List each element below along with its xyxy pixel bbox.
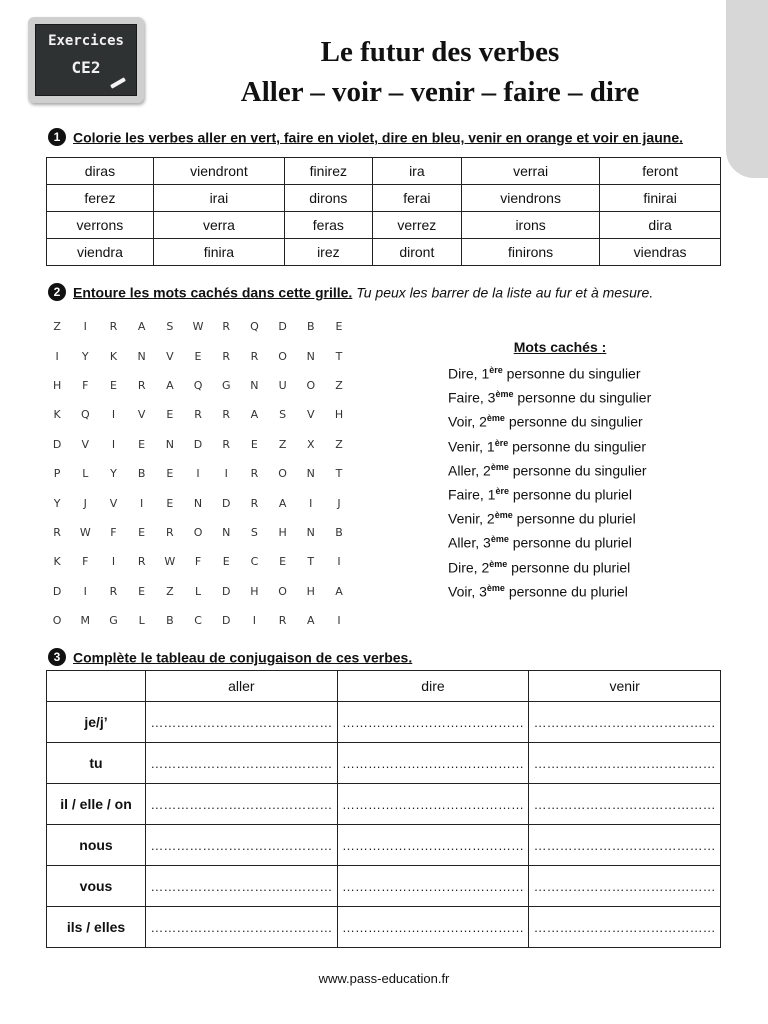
verb-cell[interactable]: irez — [285, 239, 373, 266]
word-search-grid — [43, 312, 383, 635]
grid-letter[interactable]: O — [193, 525, 203, 539]
grid-letter[interactable]: C — [194, 614, 202, 628]
grid-letter[interactable]: F — [82, 555, 89, 569]
grid-letter[interactable]: D — [221, 584, 231, 598]
hidden-word-person: personne du singulier — [502, 365, 641, 382]
grid-letter[interactable]: L — [138, 614, 145, 628]
hidden-word-verb: Faire, 1 — [448, 486, 496, 503]
hidden-word-ordinal: ème — [495, 389, 514, 400]
conjugation-column-header: dire — [337, 671, 529, 702]
grid-letter[interactable]: E — [166, 408, 174, 422]
grid-letter[interactable]: V — [137, 408, 146, 422]
hidden-word-item — [448, 510, 651, 534]
grid-letter[interactable]: O — [278, 584, 287, 598]
hidden-word-verb: Venir, 2 — [448, 510, 495, 527]
verb-cell[interactable]: finirons — [462, 239, 600, 266]
grid-letter[interactable]: O — [278, 349, 287, 363]
conjugation-row — [47, 907, 721, 948]
grid-letter[interactable]: P — [53, 467, 61, 481]
answer-blank[interactable] — [529, 702, 721, 743]
hidden-word-verb: Venir, 1 — [448, 438, 495, 455]
grid-letter[interactable]: R — [109, 320, 118, 334]
grid-spacer — [353, 577, 381, 606]
grid-letter[interactable]: N — [306, 525, 315, 539]
grid-letter[interactable]: B — [166, 614, 174, 628]
answer-dots: …………………………………… — [341, 838, 524, 853]
grid-letter[interactable]: Z — [53, 320, 61, 334]
grid-letter[interactable]: A — [250, 408, 259, 422]
grid-letter[interactable]: U — [278, 378, 287, 392]
hidden-word-item — [448, 413, 651, 437]
footer-url: www.pass-education.fr — [318, 971, 450, 986]
hidden-word-ordinal: ème — [490, 461, 509, 472]
grid-letter[interactable]: R — [222, 349, 231, 363]
grid-letter[interactable]: Y — [110, 467, 117, 481]
grid-letter[interactable]: K — [53, 555, 61, 569]
grid-letter[interactable]: Q — [193, 378, 203, 392]
grid-letter[interactable]: E — [166, 496, 174, 510]
hidden-word-verb: Voir, 2 — [448, 414, 487, 431]
conjugation-row — [47, 784, 721, 825]
grid-letter[interactable]: E — [250, 437, 258, 451]
exercise2-instruction — [48, 283, 653, 301]
conjugation-row — [47, 866, 721, 907]
grid-letter[interactable]: D — [193, 437, 203, 451]
grid-letter[interactable]: V — [81, 437, 90, 451]
grid-letter[interactable]: S — [166, 320, 174, 334]
grid-letter[interactable]: D — [221, 496, 231, 510]
hidden-word-ordinal: ème — [494, 510, 513, 521]
grid-letter[interactable]: Z — [278, 437, 287, 451]
verb-cell[interactable]: verra — [153, 212, 284, 239]
answer-dots: …………………………………… — [533, 715, 716, 730]
grid-letter[interactable]: I — [337, 555, 341, 569]
grid-letter[interactable]: R — [278, 614, 287, 628]
hidden-word-person: personne du pluriel — [508, 486, 632, 503]
hidden-word-item — [448, 559, 651, 583]
conjugation-column-header: venir — [529, 671, 721, 702]
grid-letter[interactable]: V — [166, 349, 174, 363]
answer-dots: …………………………………… — [533, 838, 716, 853]
grid-letter[interactable]: E — [109, 378, 117, 392]
grid-letter[interactable]: L — [82, 467, 89, 481]
grid-letter[interactable]: E — [279, 555, 287, 569]
answer-blank[interactable] — [529, 866, 721, 907]
hidden-word-verb: Aller, 2 — [448, 462, 491, 479]
grid-letter[interactable]: I — [83, 320, 87, 334]
grid-letter[interactable]: N — [306, 349, 315, 363]
grid-letter[interactable]: N — [193, 496, 203, 510]
grid-letter[interactable]: Z — [166, 584, 174, 598]
grid-letter[interactable]: F — [194, 555, 202, 569]
grid-letter[interactable]: E — [194, 349, 202, 363]
verb-table — [46, 157, 721, 266]
grid-letter[interactable]: N — [306, 467, 315, 481]
verb-cell[interactable]: irons — [462, 212, 600, 239]
hidden-word-ordinal: ème — [486, 413, 505, 424]
answer-blank[interactable] — [337, 743, 529, 784]
grid-letter[interactable]: I — [337, 614, 341, 628]
verb-cell[interactable]: diront — [372, 239, 461, 266]
chalkboard — [35, 24, 137, 96]
verb-cell[interactable]: viendra — [47, 239, 154, 266]
verb-cell[interactable]: ferez — [47, 185, 154, 212]
grid-spacer — [353, 341, 381, 370]
grid-letter[interactable]: R — [166, 525, 174, 539]
conjugation-row — [47, 825, 721, 866]
grid-letter[interactable]: C — [250, 555, 259, 569]
grid-letter[interactable]: Y — [53, 496, 61, 510]
grid-letter[interactable]: F — [110, 525, 117, 539]
hidden-word-person: personne du singulier — [504, 414, 643, 431]
answer-blank[interactable] — [146, 702, 338, 743]
grid-letter[interactable]: W — [79, 525, 91, 539]
pronoun-cell: il / elle / on — [47, 784, 146, 825]
verb-cell[interactable]: verrez — [372, 212, 461, 239]
hidden-word-item — [448, 365, 651, 389]
grid-letter[interactable]: R — [222, 320, 231, 334]
grid-letter[interactable]: D — [52, 437, 62, 451]
answer-blank[interactable] — [529, 743, 721, 784]
grid-letter[interactable]: I — [252, 614, 257, 628]
grid-letter[interactable]: E — [138, 437, 146, 451]
chalk-icon — [110, 77, 126, 88]
hidden-word-item — [448, 486, 651, 510]
grid-letter[interactable]: R — [250, 349, 259, 363]
hidden-word-ordinal: ème — [489, 558, 508, 569]
grid-spacer — [353, 547, 381, 576]
grid-letter[interactable]: G — [221, 378, 231, 392]
hidden-word-person: personne du pluriel — [508, 534, 632, 551]
conjugation-header-row — [47, 671, 721, 702]
grid-letter[interactable]: E — [138, 525, 146, 539]
grid-letter[interactable]: I — [111, 408, 116, 422]
hidden-word-verb: Dire, 2 — [448, 559, 490, 576]
grid-letter[interactable]: Q — [250, 320, 259, 334]
grid-letter[interactable]: R — [53, 525, 61, 539]
grid-letter[interactable]: D — [221, 614, 231, 628]
verb-row — [47, 239, 721, 266]
grid-letter[interactable]: R — [194, 408, 202, 422]
grid-letter[interactable]: R — [250, 496, 259, 510]
grid-letter[interactable]: S — [250, 525, 258, 539]
page-corner-tab — [726, 0, 768, 178]
verb-cell[interactable]: finirai — [600, 185, 721, 212]
verb-cell[interactable]: dira — [600, 212, 721, 239]
hidden-word-item — [448, 583, 651, 607]
grid-letter[interactable]: D — [278, 320, 287, 334]
exercise3-instruction — [48, 648, 412, 666]
answer-dots: …………………………………… — [150, 879, 333, 894]
answer-blank[interactable] — [529, 784, 721, 825]
grid-letter[interactable]: I — [140, 496, 144, 510]
answer-blank[interactable] — [337, 907, 529, 948]
conjugation-row — [47, 743, 721, 784]
answer-blank[interactable] — [529, 825, 721, 866]
answer-dots: …………………………………… — [533, 920, 716, 935]
grid-spacer — [353, 518, 381, 547]
grid-letter[interactable]: X — [307, 437, 315, 451]
hidden-word-ordinal: ème — [486, 582, 505, 593]
grid-letter[interactable]: O — [278, 467, 287, 481]
verb-cell[interactable]: verrons — [47, 212, 154, 239]
grid-spacer — [353, 488, 381, 517]
hidden-words-list — [448, 365, 651, 607]
verb-cell[interactable]: viendront — [153, 158, 284, 185]
answer-dots: …………………………………… — [150, 920, 333, 935]
hidden-word-person: personne du pluriel — [507, 559, 631, 576]
grid-letter[interactable]: N — [137, 349, 146, 363]
verb-cell[interactable]: ferai — [372, 185, 461, 212]
verb-cell[interactable]: viendrons — [462, 185, 600, 212]
hidden-word-verb: Faire, 3 — [448, 389, 496, 406]
conjugation-corner-cell — [47, 671, 146, 702]
answer-blank[interactable] — [337, 866, 529, 907]
answer-dots: …………………………………… — [533, 797, 716, 812]
grid-spacer — [353, 459, 381, 488]
grid-letter[interactable]: I — [111, 437, 116, 451]
hidden-word-item — [448, 438, 651, 462]
grid-letter[interactable]: W — [164, 555, 176, 569]
grid-letter[interactable]: V — [109, 496, 118, 510]
pronoun-cell: ils / elles — [47, 907, 146, 948]
answer-blank[interactable] — [146, 866, 338, 907]
grid-letter[interactable]: I — [55, 349, 59, 363]
grid-letter[interactable]: Z — [335, 437, 343, 451]
hidden-word-verb: Aller, 3 — [448, 534, 491, 551]
hidden-word-person: personne du pluriel — [512, 510, 636, 527]
answer-dots: …………………………………… — [533, 756, 716, 771]
answer-dots: …………………………………… — [341, 756, 524, 771]
grid-letter[interactable]: I — [111, 555, 116, 569]
grid-letter[interactable]: R — [137, 555, 146, 569]
answer-blank[interactable] — [146, 907, 338, 948]
verb-cell[interactable]: verrai — [462, 158, 600, 185]
exercise2-text: Entoure les mots cachés dans cette grille. — [73, 284, 353, 301]
answer-blank[interactable] — [146, 825, 338, 866]
hidden-word-ordinal: ème — [490, 534, 509, 545]
grid-spacer — [353, 606, 381, 635]
hidden-word-item — [448, 534, 651, 558]
grid-letter[interactable]: A — [137, 320, 146, 334]
grid-letter[interactable]: B — [335, 525, 343, 539]
grid-letter[interactable]: Y — [81, 349, 89, 363]
grid-letter[interactable]: B — [137, 467, 146, 481]
grid-letter[interactable]: A — [307, 614, 315, 628]
answer-dots: …………………………………… — [150, 756, 333, 771]
grid-letter[interactable]: T — [307, 555, 315, 569]
grid-letter[interactable]: H — [334, 408, 344, 422]
grid-letter[interactable]: V — [307, 408, 315, 422]
hidden-word-person: personne du singulier — [508, 438, 646, 455]
answer-dots: …………………………………… — [341, 797, 524, 812]
exercise2-note: Tu peux les barrer de la liste au fur et à mesure. — [356, 284, 654, 301]
verb-cell[interactable]: feront — [600, 158, 721, 185]
grid-letter[interactable]: A — [166, 378, 174, 392]
hidden-word-ordinal: ère — [495, 485, 509, 496]
grid-letter[interactable]: N — [222, 525, 231, 539]
grid-letter[interactable]: R — [222, 408, 231, 422]
hidden-word-verb: Voir, 3 — [448, 583, 487, 600]
grid-spacer — [353, 430, 381, 459]
answer-blank[interactable] — [146, 743, 338, 784]
grid-letter[interactable]: R — [109, 584, 118, 598]
answer-dots: …………………………………… — [341, 879, 524, 894]
pronoun-cell: je/j’ — [47, 702, 146, 743]
grid-letter[interactable]: G — [109, 614, 118, 628]
grid-letter[interactable]: E — [138, 584, 146, 598]
grid-letter[interactable]: T — [335, 349, 343, 363]
verb-cell[interactable]: finira — [153, 239, 284, 266]
answer-blank[interactable] — [146, 784, 338, 825]
grid-letter[interactable]: H — [278, 525, 287, 539]
grid-letter[interactable]: I — [83, 584, 87, 598]
answer-dots: …………………………………… — [150, 797, 333, 812]
grid-letter[interactable]: I — [224, 467, 228, 481]
exercise-badge — [28, 17, 144, 103]
grid-letter[interactable]: E — [222, 555, 230, 569]
hidden-word-person: personne du singulier — [513, 389, 652, 406]
grid-letter[interactable]: K — [53, 408, 61, 422]
verb-row — [47, 158, 721, 185]
hidden-word-item — [448, 462, 651, 486]
answer-blank[interactable] — [337, 784, 529, 825]
verb-cell[interactable]: viendras — [600, 239, 721, 266]
conjugation-row — [47, 702, 721, 743]
exercise3-text: Complète le tableau de conjugaison de ces verbes. — [73, 649, 413, 666]
grid-letter[interactable]: O — [52, 614, 62, 628]
grid-letter[interactable]: N — [165, 437, 174, 451]
badge-label: Exercices — [48, 33, 124, 49]
grid-letter[interactable]: I — [196, 467, 200, 481]
answer-blank[interactable] — [529, 907, 721, 948]
verb-cell[interactable]: irai — [153, 185, 284, 212]
grid-letter[interactable]: Z — [335, 378, 343, 392]
grid-letter[interactable]: R — [250, 467, 259, 481]
grid-letter[interactable]: A — [335, 584, 343, 598]
pronoun-cell: vous — [47, 866, 146, 907]
conjugation-column-header: aller — [146, 671, 338, 702]
exercise1-number: 1 — [48, 128, 66, 146]
hidden-word-ordinal: ère — [494, 437, 509, 448]
page-subtitle: Aller – voir – venir – faire – dire — [240, 76, 640, 108]
grid-letter[interactable]: K — [109, 349, 118, 363]
pronoun-cell: tu — [47, 743, 146, 784]
hidden-word-person: personne du pluriel — [504, 583, 628, 600]
hidden-word-person: personne du singulier — [508, 462, 647, 479]
answer-dots: …………………………………… — [341, 920, 524, 935]
grid-letter[interactable]: M — [80, 614, 91, 628]
verb-cell[interactable]: ira — [372, 158, 461, 185]
verb-cell[interactable]: feras — [285, 212, 373, 239]
hidden-words-title: Mots cachés : — [513, 339, 607, 355]
answer-blank[interactable] — [337, 702, 529, 743]
hidden-word-ordinal: ère — [489, 365, 503, 375]
answer-dots: …………………………………… — [533, 879, 716, 894]
grid-letter[interactable]: E — [166, 467, 174, 481]
grid-spacer — [353, 400, 381, 429]
exercise1-instruction — [48, 128, 683, 146]
answer-dots: …………………………………… — [150, 838, 333, 853]
grid-letter[interactable]: L — [194, 584, 202, 598]
page-title: Le futur des verbes — [320, 36, 560, 68]
grid-letter[interactable]: O — [306, 378, 316, 392]
verb-cell[interactable]: diras — [47, 158, 154, 185]
hidden-word-verb: Dire, 1 — [448, 365, 490, 382]
conjugation-table — [46, 670, 721, 948]
grid-letter[interactable]: H — [52, 378, 62, 392]
answer-blank[interactable] — [337, 825, 529, 866]
grid-spacer — [353, 312, 381, 341]
grid-letter[interactable]: H — [306, 584, 315, 598]
exercise2-number: 2 — [48, 283, 66, 301]
grid-letter[interactable]: W — [192, 320, 204, 334]
grid-letter[interactable]: Q — [80, 408, 90, 422]
verb-row — [47, 185, 721, 212]
grid-letter[interactable]: J — [83, 496, 87, 510]
verb-row — [47, 212, 721, 239]
verb-cell[interactable]: finirez — [285, 158, 373, 185]
grid-letter[interactable]: R — [137, 378, 146, 392]
grid-letter[interactable]: E — [335, 320, 343, 334]
grid-spacer — [353, 371, 381, 400]
grid-letter[interactable]: N — [250, 378, 259, 392]
exercise1-text: Colorie les verbes aller en vert, faire en violet, dire en bleu, venir en orange et voir en jaune. — [73, 129, 683, 146]
hidden-word-item — [448, 389, 651, 413]
answer-dots: …………………………………… — [150, 715, 333, 730]
grid-letter[interactable]: S — [279, 408, 287, 422]
grid-letter[interactable]: H — [250, 584, 259, 598]
badge-level: CE2 — [71, 58, 101, 77]
grid-letter[interactable]: D — [52, 584, 62, 598]
answer-dots: …………………………………… — [341, 715, 524, 730]
grid-letter[interactable]: B — [307, 320, 315, 334]
grid-letter[interactable]: F — [82, 378, 89, 392]
grid-letter[interactable]: R — [222, 437, 231, 451]
grid-letter[interactable]: J — [337, 496, 341, 510]
exercise3-number: 3 — [48, 648, 66, 666]
grid-letter[interactable]: I — [309, 496, 313, 510]
grid-letter[interactable]: T — [335, 467, 343, 481]
grid-letter[interactable]: A — [278, 496, 287, 510]
verb-cell[interactable]: dirons — [285, 185, 373, 212]
pronoun-cell: nous — [47, 825, 146, 866]
